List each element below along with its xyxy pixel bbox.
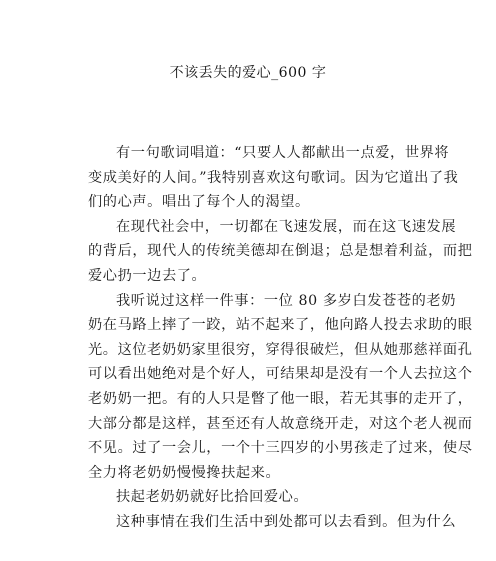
text-line: 在现代社会中，一切都在飞速发展，而在这飞速发展 [116,218,457,235]
text-line: 大部分都是这样，甚至还有人故意绕开走，对这个老人视而 [88,415,473,432]
text-line: 们的心声。唱出了每个人的渴望。 [88,194,310,211]
text-line: 爱心扔一边去了。 [88,267,207,284]
text-line: 扶起老奶奶就好比拾回爱心。 [116,489,309,506]
document-body [88,141,473,535]
text-line: 不见。过了一会儿，一个十三四岁的小男孩走了过来，使尽 [88,440,473,457]
text-line: 可以看出她绝对是个好人，可结果却是没有一个人去拉这个 [88,366,473,383]
text-line: 奶在马路上摔了一跤，站不起来了，他向路人投去求助的眼 [88,317,473,334]
text-line: 老奶奶一把。有的人只是瞥了他一眼，若无其事的走开了， [88,390,473,407]
text-line: 光。这位老奶奶家里很穷，穿得很破烂，但从她那慈祥面孔 [88,341,473,358]
text-line: 有一句歌词唱道：“只要人人都献出一点爱，世界将 [116,145,450,161]
document-title: 不该丢失的爱心_600 字 [169,65,327,81]
text-line: 变成美好的人间。”我特别喜欢这句歌词。因为它道出了我 [88,169,459,186]
text-line: 我听说过这样一件事：一位 80 多岁白发苍苍的老奶 [116,292,457,309]
text-line: 全力将老奶奶慢慢搀扶起来。 [88,464,281,481]
text-line: 的背后，现代人的传统美德却在倒退；总是想着利益，而把 [88,243,473,260]
text-line: 这种事情在我们生活中到处都可以去看到。但为什么 [116,513,457,530]
